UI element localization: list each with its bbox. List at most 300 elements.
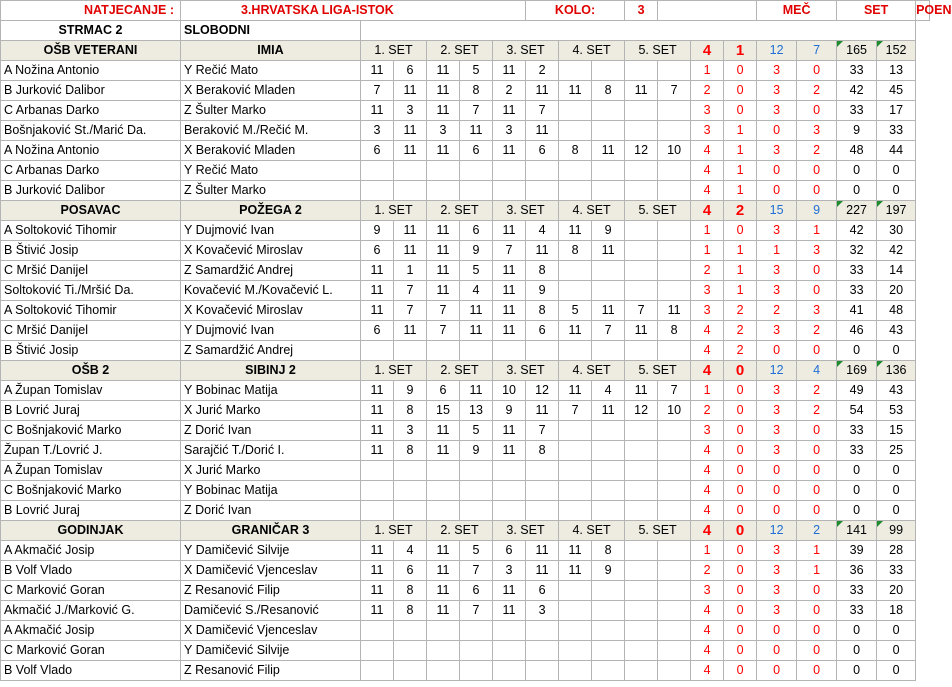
set-score	[559, 61, 592, 81]
poen-away: 28	[877, 541, 916, 561]
set-score: 4	[460, 281, 493, 301]
set-score	[592, 181, 625, 201]
set-score	[592, 501, 625, 521]
set-score: 11	[493, 261, 526, 281]
set-score	[559, 501, 592, 521]
mec-home: 2	[691, 401, 724, 421]
poen-away: 33	[877, 561, 916, 581]
set-score: 6	[460, 221, 493, 241]
set-score	[625, 281, 658, 301]
set-score	[361, 341, 394, 361]
set-score	[361, 461, 394, 481]
game-row	[1, 641, 930, 661]
home-player: C Marković Goran	[1, 641, 181, 661]
set-score: 11	[361, 401, 394, 421]
set-away: 0	[797, 481, 837, 501]
set-score: 11	[394, 141, 427, 161]
set-score	[592, 161, 625, 181]
set-away: 0	[797, 281, 837, 301]
away-team: POŽEGA 2	[181, 201, 361, 221]
set-score: 11	[625, 381, 658, 401]
set-score	[559, 581, 592, 601]
set-score	[427, 501, 460, 521]
set-score	[559, 481, 592, 501]
poen-away: 0	[877, 621, 916, 641]
set-score	[658, 61, 691, 81]
poen-away: 0	[877, 661, 916, 681]
set-score: 12	[625, 401, 658, 421]
poen-away: 18	[877, 601, 916, 621]
poen-home: 33	[837, 601, 877, 621]
match-poen-away: 152	[877, 41, 916, 61]
set-score: 11	[361, 61, 394, 81]
home-player: A Nožina Antonio	[1, 141, 181, 161]
set-score	[592, 441, 625, 461]
poen-away: 0	[877, 501, 916, 521]
set-score	[394, 481, 427, 501]
away-player: X Beraković Mladen	[181, 141, 361, 161]
home-player: A Akmačić Josip	[1, 621, 181, 641]
poen-away: 20	[877, 281, 916, 301]
set-score	[625, 441, 658, 461]
set-score	[559, 181, 592, 201]
set-score	[493, 161, 526, 181]
set-home: 0	[757, 501, 797, 521]
set-score: 11	[526, 401, 559, 421]
poen-away: 0	[877, 461, 916, 481]
set-score: 11	[427, 61, 460, 81]
set-score	[592, 601, 625, 621]
match-poen-home: 141	[837, 521, 877, 541]
mec-home: 4	[691, 161, 724, 181]
bye-row	[1, 21, 930, 41]
set-score	[460, 661, 493, 681]
home-player: C Bošnjaković Marko	[1, 421, 181, 441]
set-home: 3	[757, 401, 797, 421]
set-score: 2	[493, 81, 526, 101]
game-row	[1, 121, 930, 141]
home-player: B Štivić Josip	[1, 341, 181, 361]
set-score: 11	[526, 561, 559, 581]
set-score: 11	[493, 581, 526, 601]
game-row	[1, 461, 930, 481]
set-score	[658, 601, 691, 621]
set-score: 11	[361, 301, 394, 321]
set-score	[625, 221, 658, 241]
set-score	[625, 561, 658, 581]
set-score	[394, 641, 427, 661]
mec-away: 0	[724, 661, 757, 681]
set-score: 7	[526, 101, 559, 121]
set-score: 7	[394, 301, 427, 321]
mec-home: 4	[691, 321, 724, 341]
set-score: 1	[394, 261, 427, 281]
set-score	[625, 341, 658, 361]
set-score	[559, 261, 592, 281]
away-player: Y Damičević Silvije	[181, 641, 361, 661]
mec-home: 1	[691, 241, 724, 261]
set-score	[559, 101, 592, 121]
set-score: 11	[559, 321, 592, 341]
poen-away: 53	[877, 401, 916, 421]
set-score: 9	[592, 561, 625, 581]
set-score	[526, 481, 559, 501]
match-set-away: 9	[797, 201, 837, 221]
match-header	[1, 521, 930, 541]
title-row	[1, 1, 930, 21]
away-player: Damičević S./Resanović	[181, 601, 361, 621]
poen-home: 32	[837, 241, 877, 261]
set-score: 11	[427, 581, 460, 601]
home-player: C Mršić Danijel	[1, 261, 181, 281]
set-score: 6	[526, 321, 559, 341]
mec-home: 3	[691, 121, 724, 141]
set-score: 11	[394, 81, 427, 101]
match-set-away: 4	[797, 361, 837, 381]
set-score	[427, 161, 460, 181]
set-score: 7	[592, 321, 625, 341]
poen-home: 0	[837, 161, 877, 181]
set-score	[658, 281, 691, 301]
set-score	[592, 341, 625, 361]
mec-away: 2	[724, 341, 757, 361]
set-label: 3. SET	[493, 41, 559, 61]
set-score	[625, 461, 658, 481]
set-score: 6	[427, 381, 460, 401]
league-name: 3.HRVATSKA LIGA-ISTOK	[181, 1, 526, 21]
set-score: 11	[427, 141, 460, 161]
set-score	[427, 181, 460, 201]
set-away: 0	[797, 601, 837, 621]
mec-home: 1	[691, 381, 724, 401]
match-poen-away: 197	[877, 201, 916, 221]
set-home: 0	[757, 641, 797, 661]
set-home: 0	[757, 161, 797, 181]
set-score	[658, 481, 691, 501]
set-home: 3	[757, 421, 797, 441]
set-score: 11	[394, 241, 427, 261]
set-score	[625, 661, 658, 681]
mec-home: 4	[691, 481, 724, 501]
set-score	[625, 581, 658, 601]
set-score	[493, 501, 526, 521]
mec-away: 0	[724, 61, 757, 81]
set-score: 8	[394, 601, 427, 621]
set-score	[592, 61, 625, 81]
poen-home: 0	[837, 501, 877, 521]
set-home: 3	[757, 581, 797, 601]
set-score	[493, 461, 526, 481]
set-away: 0	[797, 181, 837, 201]
set-score	[361, 181, 394, 201]
set-home: 3	[757, 221, 797, 241]
away-player: X Jurić Marko	[181, 401, 361, 421]
mec-away: 0	[724, 481, 757, 501]
set-score	[658, 661, 691, 681]
set-away: 2	[797, 381, 837, 401]
set-score	[559, 161, 592, 181]
set-home: 0	[757, 661, 797, 681]
game-row	[1, 661, 930, 681]
set-score	[658, 461, 691, 481]
set-score	[625, 161, 658, 181]
set-away: 1	[797, 221, 837, 241]
set-score: 11	[559, 561, 592, 581]
set-label: 3. SET	[493, 521, 559, 541]
bye-team: STRMAC 2	[1, 21, 181, 41]
set-score	[625, 641, 658, 661]
set-away: 0	[797, 261, 837, 281]
mec-home: 4	[691, 181, 724, 201]
match-mec-away: 0	[724, 521, 757, 541]
mec-away: 1	[724, 281, 757, 301]
mec-away: 1	[724, 261, 757, 281]
set-score: 11	[427, 221, 460, 241]
poen-home: 42	[837, 81, 877, 101]
set-score	[526, 161, 559, 181]
set-score	[658, 421, 691, 441]
set-score: 8	[394, 441, 427, 461]
poen-home: 39	[837, 541, 877, 561]
set-score	[625, 501, 658, 521]
away-player: Y Rečić Mato	[181, 161, 361, 181]
mec-home: 1	[691, 61, 724, 81]
mec-away: 0	[724, 81, 757, 101]
poen-away: 0	[877, 161, 916, 181]
game-row	[1, 341, 930, 361]
set-score	[460, 161, 493, 181]
mec-away: 0	[724, 541, 757, 561]
set-score	[658, 341, 691, 361]
mec-home: 2	[691, 261, 724, 281]
set-score: 6	[526, 581, 559, 601]
away-player: X Kovačević Miroslav	[181, 301, 361, 321]
set-score: 11	[592, 141, 625, 161]
set-score	[625, 601, 658, 621]
game-row	[1, 101, 930, 121]
set-label: 4. SET	[559, 361, 625, 381]
set-label: 4. SET	[559, 521, 625, 541]
mec-away: 0	[724, 101, 757, 121]
poen-home: 0	[837, 181, 877, 201]
set-score: 8	[394, 581, 427, 601]
mec-away: 2	[724, 321, 757, 341]
away-player: Z Dorić Ivan	[181, 421, 361, 441]
set-label: 4. SET	[559, 201, 625, 221]
set-score	[394, 661, 427, 681]
home-player: C Bošnjaković Marko	[1, 481, 181, 501]
set-score: 6	[460, 141, 493, 161]
set-score	[361, 481, 394, 501]
poen-home: 33	[837, 101, 877, 121]
game-row	[1, 261, 930, 281]
kolo-value: 3	[625, 1, 658, 21]
home-player: B Jurković Dalibor	[1, 81, 181, 101]
set-score	[493, 481, 526, 501]
mec-away: 0	[724, 461, 757, 481]
set-score: 9	[592, 221, 625, 241]
set-score: 11	[361, 381, 394, 401]
set-score	[658, 101, 691, 121]
natjecanje-label: NATJECANJE :	[1, 1, 181, 21]
home-team: POSAVAC	[1, 201, 181, 221]
set-score: 11	[361, 261, 394, 281]
match-header	[1, 201, 930, 221]
set-score	[460, 181, 493, 201]
away-player: Z Resanović Filip	[181, 661, 361, 681]
set-score	[493, 661, 526, 681]
away-player: X Damičević Vjenceslav	[181, 621, 361, 641]
set-score: 8	[592, 541, 625, 561]
set-score: 9	[460, 241, 493, 261]
set-score	[559, 121, 592, 141]
poen-away: 20	[877, 581, 916, 601]
poen-home: 0	[837, 481, 877, 501]
set-score	[559, 601, 592, 621]
set-label: 4. SET	[559, 41, 625, 61]
home-player: B Jurković Dalibor	[1, 181, 181, 201]
set-score	[658, 501, 691, 521]
away-player: Y Rečić Mato	[181, 61, 361, 81]
set-home: 0	[757, 621, 797, 641]
away-player: Z Šulter Marko	[181, 181, 361, 201]
set-score	[526, 181, 559, 201]
match-set-home: 12	[757, 361, 797, 381]
poen-home: 33	[837, 261, 877, 281]
set-score: 6	[361, 321, 394, 341]
away-player: Z Šulter Marko	[181, 101, 361, 121]
set-score: 4	[394, 541, 427, 561]
poen-away: 14	[877, 261, 916, 281]
set-score	[394, 341, 427, 361]
set-score	[592, 661, 625, 681]
poen-away: 43	[877, 321, 916, 341]
match-poen-away: 99	[877, 521, 916, 541]
away-player: X Damičević Vjenceslav	[181, 561, 361, 581]
set-score	[658, 441, 691, 461]
set-score: 8	[460, 81, 493, 101]
set-home: 3	[757, 101, 797, 121]
poen-away: 42	[877, 241, 916, 261]
set-home: 3	[757, 541, 797, 561]
set-score: 11	[493, 441, 526, 461]
set-score	[658, 161, 691, 181]
set-score: 11	[493, 601, 526, 621]
home-player: C Mršić Danijel	[1, 321, 181, 341]
poen-home: 33	[837, 581, 877, 601]
poen-home: 0	[837, 621, 877, 641]
set-label: 1. SET	[361, 361, 427, 381]
mec-away: 0	[724, 581, 757, 601]
away-player: Y Dujmović Ivan	[181, 221, 361, 241]
match-header	[1, 361, 930, 381]
game-row	[1, 161, 930, 181]
set-score: 11	[559, 541, 592, 561]
mec-home: 4	[691, 601, 724, 621]
set-label: 5. SET	[625, 521, 691, 541]
set-label: 5. SET	[625, 41, 691, 61]
set-away: 3	[797, 121, 837, 141]
mec-away: 1	[724, 161, 757, 181]
set-score	[658, 581, 691, 601]
set-score: 9	[526, 281, 559, 301]
match-mec-away: 1	[724, 41, 757, 61]
away-team: IMIA	[181, 41, 361, 61]
poen-away: 13	[877, 61, 916, 81]
set-score	[493, 621, 526, 641]
set-away: 0	[797, 421, 837, 441]
set-score: 7	[460, 561, 493, 581]
mec-away: 0	[724, 621, 757, 641]
away-team: SIBINJ 2	[181, 361, 361, 381]
set-score: 2	[526, 61, 559, 81]
set-home: 3	[757, 441, 797, 461]
home-player: A Župan Tomislav	[1, 461, 181, 481]
set-score: 11	[493, 281, 526, 301]
match-mec-away: 0	[724, 361, 757, 381]
game-row	[1, 301, 930, 321]
game-row	[1, 561, 930, 581]
set-score: 7	[394, 281, 427, 301]
set-score: 11	[427, 561, 460, 581]
set-score: 11	[493, 221, 526, 241]
set-score: 6	[394, 61, 427, 81]
mec-away: 0	[724, 381, 757, 401]
set-home: 0	[757, 121, 797, 141]
poen-home: 0	[837, 641, 877, 661]
set-label: 3. SET	[493, 361, 559, 381]
mec-away: 0	[724, 421, 757, 441]
set-score: 7	[460, 601, 493, 621]
poen-away: 0	[877, 641, 916, 661]
set-home: 3	[757, 561, 797, 581]
set-score: 7	[427, 301, 460, 321]
set-score: 11	[559, 81, 592, 101]
set-score: 7	[559, 401, 592, 421]
match-set-home: 12	[757, 41, 797, 61]
set-home: 1	[757, 241, 797, 261]
away-player: X Kovačević Miroslav	[181, 241, 361, 261]
away-team: GRANIČAR 3	[181, 521, 361, 541]
match-mec-home: 4	[691, 41, 724, 61]
set-score	[658, 561, 691, 581]
set-score: 7	[658, 381, 691, 401]
set-score	[658, 221, 691, 241]
set-score: 8	[592, 81, 625, 101]
set-home: 0	[757, 481, 797, 501]
home-player: B Volf Vlado	[1, 561, 181, 581]
game-row	[1, 281, 930, 301]
set-score: 3	[427, 121, 460, 141]
mec-home: 3	[691, 101, 724, 121]
set-score	[592, 581, 625, 601]
set-score	[526, 621, 559, 641]
poen-home: 0	[837, 661, 877, 681]
set-score	[394, 161, 427, 181]
set-score: 11	[526, 541, 559, 561]
set-score	[592, 481, 625, 501]
set-score	[625, 541, 658, 561]
set-score	[592, 421, 625, 441]
set-score	[427, 481, 460, 501]
set-score	[526, 501, 559, 521]
set-score: 5	[460, 261, 493, 281]
set-score: 4	[526, 221, 559, 241]
set-label: 1. SET	[361, 201, 427, 221]
mec-home: 4	[691, 461, 724, 481]
set-score: 11	[394, 221, 427, 241]
match-header	[1, 41, 930, 61]
